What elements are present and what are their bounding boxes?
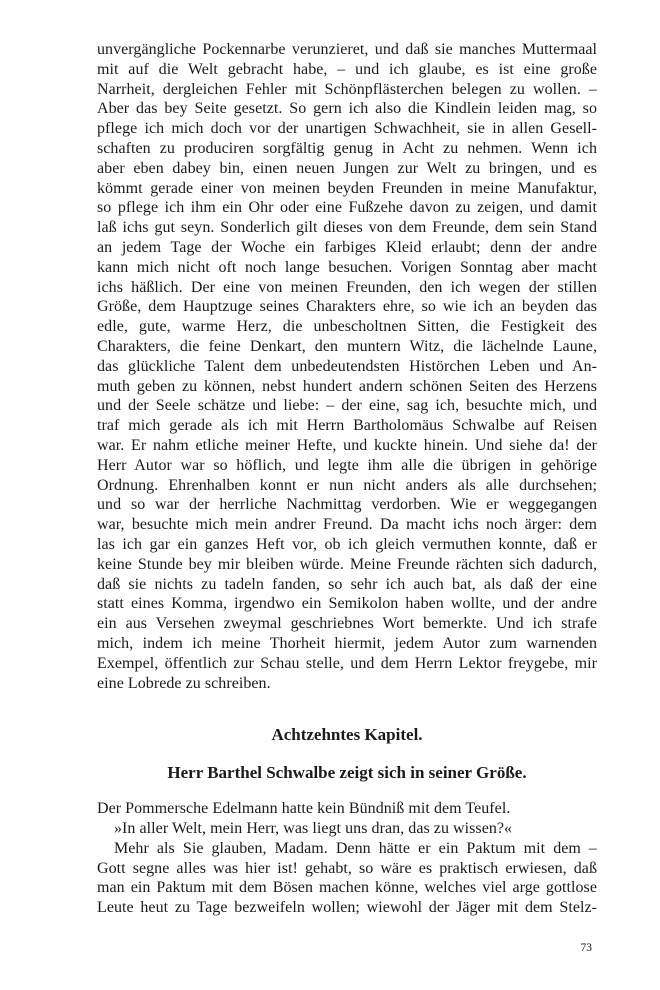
text-line: »In aller Welt, mein Herr, was liegt uns dran, das zu wissen?« (114, 820, 513, 838)
chapter-opening-paragraph (97, 799, 597, 918)
text-line: pflege ich mich doch vor der unartigen Schwachheit, sie in allen Gesell- (97, 120, 597, 138)
text-line: Mehr als Sie glauben, Madam. Denn hätte er ein Paktum mit dem – (114, 839, 597, 857)
text-line: und so war der herrliche Nachmittag verdorben. Wie er weggegangen (97, 496, 597, 514)
text-line: Charakters, die feine Denkart, den muntern Witz, die lächelnde Laune, (97, 337, 597, 355)
text-line: las ich gar ein ganzes Heft vor, ob ich gleich vermuthen konnte, daß er (97, 535, 597, 553)
text-line: muth geben zu können, nebst hundert andern schönen Seiten des Herzens (97, 377, 597, 395)
text-line: keine Stunde bey mir bleiben würde. Meine Freunde rächten sich dadurch, (97, 555, 597, 573)
text-line: schaften zu produciren sorgfältig genug in Acht zu nehmen. Wenn ich (97, 139, 597, 157)
text-line: daß sie nichts zu tadeln fanden, so sehr ich auch bat, als daß der eine (97, 575, 597, 593)
text-line: das glückliche Talent dem unbedeutendsten Histörchen Leben und An- (97, 357, 597, 375)
text-line: traf mich gerade als ich mit Herrn Bartholomäus Schwalbe auf Reisen (97, 417, 597, 435)
text-line: Größe, dem Hauptzuge seines Charakters ehre, so wie ich an beyden das (97, 298, 597, 316)
text-line: statt eines Komma, irgendwo ein Semikolon haben wollte, und der andre (97, 595, 597, 613)
text-line: mich, indem ich meine Thorheit hiermit, jedem Autor zum warnenden (97, 634, 597, 652)
text-line: mit auf die Welt gebracht habe, – und ich glaube, es ist eine große (97, 60, 597, 78)
text-line: Gott segne alles was hier ist! gehabt, so wäre es praktisch erwiesen, daß (97, 859, 597, 877)
text-line: edle, gute, warme Herz, die unbescholtnen Sitten, die Festigkeit des (97, 318, 597, 336)
chapter-subtitle: Herr Barthel Schwalbe zeigt sich in seiner Größe. (167, 763, 527, 783)
text-line: ein aus Versehen zweymal geschriebnes Wort bemerkte. Und ich strafe (97, 615, 597, 633)
text-line: war. Er nahm etliche meiner Hefte, und kuckte hinein. Und siehe da! der (97, 436, 597, 454)
text-line: Ordnung. Ehrenhalben konnt er nun nicht anders als alle durchsehen; (97, 476, 597, 494)
text-line: ichs häßlich. Der eine von meinen Freunden, den ich wegen der stillen (97, 278, 597, 296)
text-line: Narrheit, dergleichen Fehler mit Schönpflästerchen belegen zu wollen. – (97, 80, 597, 98)
text-line: Leute heut zu Tage bezweifeln wollen; wiewohl der Jäger mit dem Stelz- (97, 899, 597, 917)
text-line: kömmt gerade einer von meinen beyden Freunden in meine Manufaktur, (97, 179, 597, 197)
chapter-title: Achtzehntes Kapitel. (271, 725, 423, 745)
text-line: so pflege ich ihm ein Ohr oder eine Fußzehe davon zu zeigen, und damit (97, 199, 597, 217)
text-line: eine Lobrede zu schreiben. (97, 674, 271, 692)
text-line: war, besuchte mich mein andrer Freund. Da macht ichs noch ärger: dem (97, 516, 597, 534)
text-line: laß ichs gut seyn. Sonderlich gilt dieses von dem Freunde, dem sein Stand (97, 219, 597, 237)
text-line: Herr Autor war so höflich, und legte ihm alle die übrigen in gehörige (97, 456, 597, 474)
text-line: an jedem Tage der Woche ein farbiges Kleid erlaubt; denn der andre (97, 238, 597, 256)
text-line: unvergängliche Pockennarbe verunzieret, und daß sie manches Muttermaal (97, 41, 597, 58)
text-line: Der Pommersche Edelmann hatte kein Bündniß mit dem Teufel. (97, 800, 511, 818)
text-line: und der Seele schätze und liebe: – der eine, sag ich, besuchte mich, und (97, 397, 597, 415)
text-line: Aber das bey Seite gesetzt. So gern ich also die Kindlein leiden mag, so (97, 100, 597, 118)
text-line: kann mich nicht oft noch lange besuchen. Vorigen Sonntag aber macht (97, 258, 597, 276)
text-line: aber eben dabey bin, einen neuen Jungen zur Welt zu bringen, und es (97, 159, 597, 177)
text-block (97, 40, 597, 954)
text-line: man ein Paktum mit dem Bösen machen könne, welches viel arge gottlose (97, 879, 597, 897)
page-number: 73 (580, 942, 592, 954)
paragraph-continuation (97, 40, 597, 693)
text-line: Exempel, öffentlich zur Schau stelle, und dem Herrn Lektor freygebe, mir (97, 654, 597, 672)
